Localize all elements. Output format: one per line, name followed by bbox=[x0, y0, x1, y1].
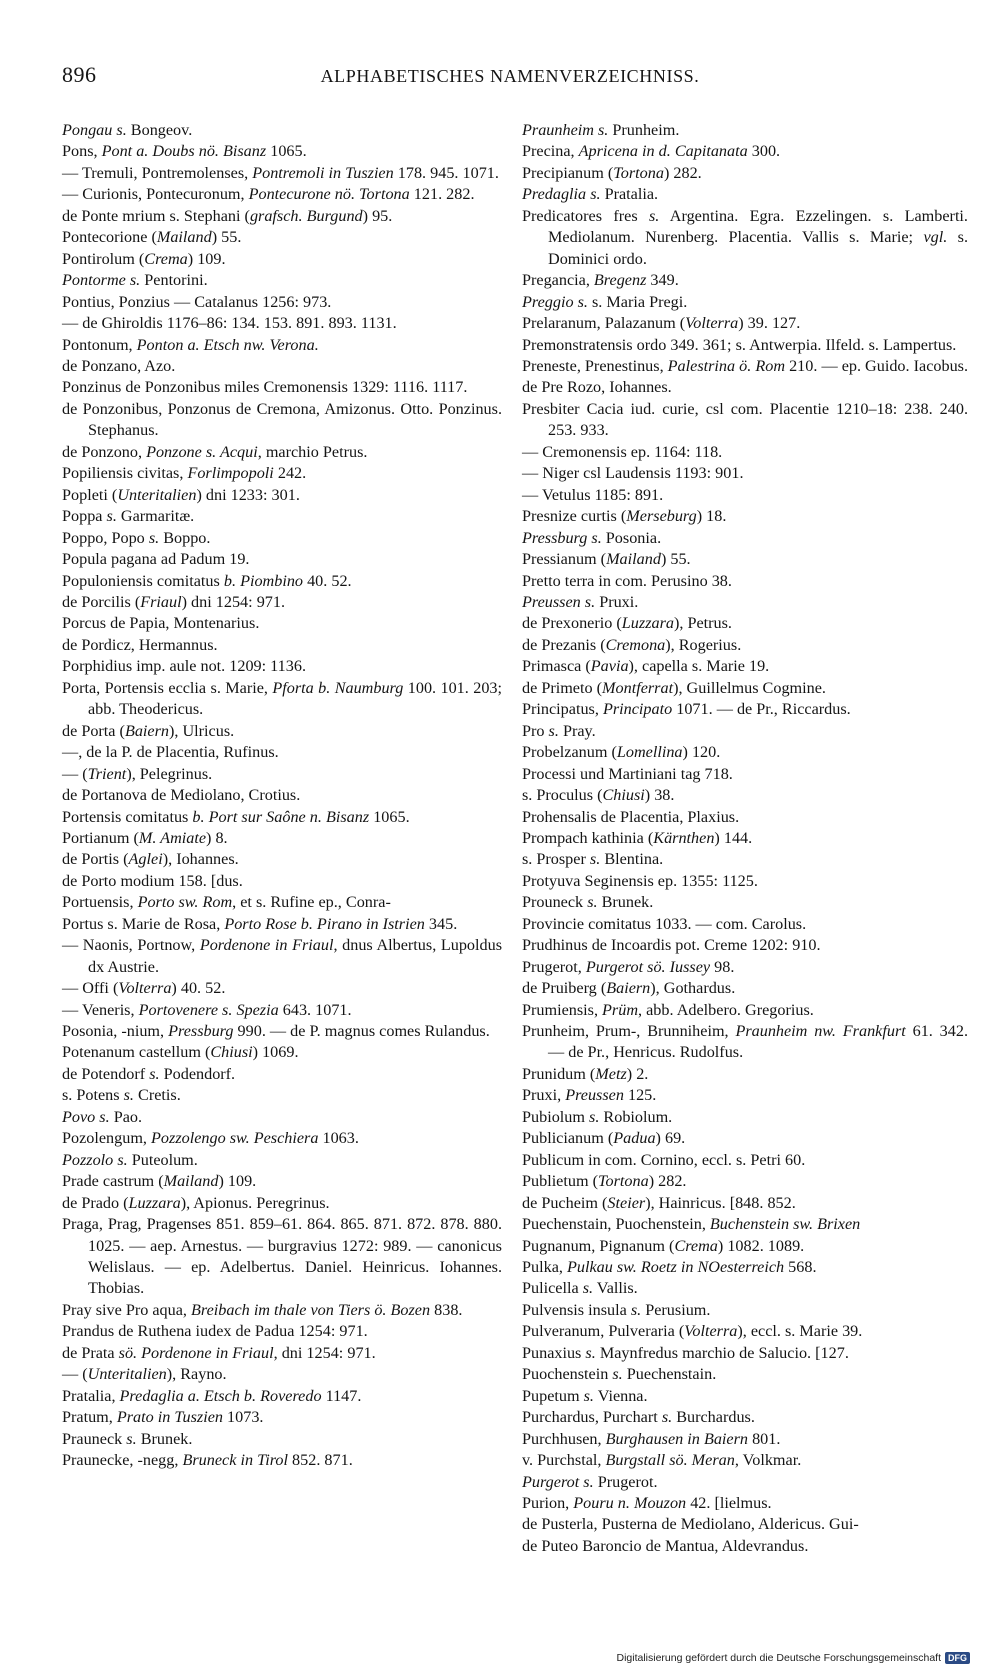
index-entry: Prohensalis de Placentia, Plaxius. bbox=[522, 807, 740, 826]
index-entry: Popleti (Unteritalien) dni 1233: 301. bbox=[62, 485, 300, 504]
index-entry: Publicum in com. Cornino, eccl. s. Petri 60. bbox=[522, 1150, 806, 1169]
index-entry: Povo s. Pao. bbox=[62, 1107, 143, 1126]
index-entry: — Tremuli, Pontremolenses, Pontremoli in Tuszien 178. 945. 1071. bbox=[62, 163, 499, 182]
index-entry: de Pordicz, Hermannus. bbox=[62, 635, 218, 654]
index-entry: Prade castrum (Mailand) 109. bbox=[62, 1172, 257, 1191]
index-entry: Popula pagana ad Padum 19. bbox=[62, 550, 250, 569]
index-entry: Poppa s. Garmaritæ. bbox=[62, 507, 195, 526]
index-entry: Purion, Pouru n. Mouzon 42. [lielmus. bbox=[522, 1494, 772, 1512]
index-entry: — (Trient), Pelegrinus. bbox=[62, 764, 213, 783]
index-entry: Pubiolum s. Robiolum. bbox=[522, 1107, 673, 1126]
footer-credit bbox=[616, 1650, 970, 1666]
index-entry: Pozzolo s. Puteolum. bbox=[62, 1150, 198, 1169]
index-entry: de Puteo Baroncio de Mantua, Aldevrandus. bbox=[522, 1536, 809, 1555]
index-entry: Prunidum (Metz) 2. bbox=[522, 1064, 649, 1083]
index-entry: — Naonis, Portnow, Pordenone in Friaul, dnus Albertus, Lupoldus dx Austrie. bbox=[62, 936, 503, 976]
index-entry: Premonstratensis ordo 349. 361; s. Antwerpia. Ilfeld. s. Lampertus. bbox=[522, 335, 957, 354]
index-entry: Prompach kathinia (Kärnthen) 144. bbox=[522, 828, 753, 847]
index-entry: Purgerot s. Prugerot. bbox=[522, 1472, 658, 1491]
index-entry: Primasca (Pavia), capella s. Marie 19. bbox=[522, 657, 770, 676]
index-entry: Portensis comitatus b. Port sur Saône n. Bisanz 1065. bbox=[62, 807, 410, 826]
index-entry: —, de la P. de Placentia, Rufinus. bbox=[62, 743, 279, 762]
index-entry: s. Potens s. Cretis. bbox=[62, 1086, 181, 1105]
index-entry: s. Proculus (Chiusi) 38. bbox=[522, 786, 675, 805]
index-entry: — Veneris, Portovenere s. Spezia 643. 1071. bbox=[62, 1000, 352, 1019]
index-entry: Punaxius s. Maynfredus marchio de Salucio. [127. bbox=[522, 1343, 849, 1362]
index-entry: — Offi (Volterra) 40. 52. bbox=[62, 979, 226, 998]
index-entry: Pugnanum, Pignanum (Crema) 1082. 1089. bbox=[522, 1236, 805, 1255]
index-entry: Portus s. Marie de Rosa, Porto Rose b. Pirano in Istrien 345. bbox=[62, 914, 458, 933]
index-entry: Publicianum (Padua) 69. bbox=[522, 1129, 686, 1148]
index-entry: Pontius, Ponzius — Catalanus 1256: 973. bbox=[62, 292, 332, 311]
index-entry: de Ponzono, Ponzone s. Acqui, marchio Petrus. bbox=[62, 442, 368, 461]
index-entry: Prunheim, Prum-, Brunniheim, Praunheim nw. Frankfurt 61. 342. — de Pr., Henricus. Rudolfus. bbox=[522, 1022, 969, 1062]
index-entry: — de Ghiroldis 1176–86: 134. 153. 891. 893. 1131. bbox=[62, 314, 397, 333]
index-entry: Presnize curtis (Merseburg) 18. bbox=[522, 507, 727, 526]
index-entry: Pontecorione (Mailand) 55. bbox=[62, 228, 242, 247]
index-entry: Purchhusen, Burghausen in Baiern 801. bbox=[522, 1429, 781, 1448]
index-entry: de Porto modium 158. [dus. bbox=[62, 871, 243, 890]
index-entry: de Pruiberg (Baiern), Gothardus. bbox=[522, 979, 736, 998]
dfg-logo: DFG bbox=[945, 1652, 970, 1664]
index-entry: v. Purchstal, Burgstall sö. Meran, Volkmar. bbox=[522, 1451, 802, 1470]
index-entry: Pulvensis insula s. Perusium. bbox=[522, 1300, 711, 1319]
index-entry: Publietum (Tortona) 282. bbox=[522, 1172, 687, 1191]
index-entry: de Ponte mrium s. Stephani (grafsch. Burgund) 95. bbox=[62, 206, 393, 225]
index-entry: Pressburg s. Posonia. bbox=[522, 528, 662, 547]
index-entry: Pontorme s. Pentorini. bbox=[62, 271, 208, 290]
index-entry: Praunecke, -negg, Bruneck in Tirol 852. 871. bbox=[62, 1451, 353, 1470]
index-entry: Porcus de Papia, Montenarius. bbox=[62, 614, 260, 633]
right-column bbox=[522, 120, 968, 1557]
index-entry: Pulveranum, Pulveraria (Volterra), eccl. s. Marie 39. bbox=[522, 1322, 863, 1341]
index-entry: Pulka, Pulkau sw. Roetz in NOesterreich 568. bbox=[522, 1258, 817, 1277]
index-entry: Presbiter Cacia iud. curie, csl com. Placentie 1210–18: 238. 240. 253. 933. bbox=[522, 399, 968, 440]
index-entry: Posonia, -nium, Pressburg 990. — de P. magnus comes Rulandus. bbox=[62, 1022, 490, 1041]
index-entry: Processi und Martiniani tag 718. bbox=[522, 764, 733, 783]
index-entry: Porta, Portensis ecclia s. Marie, Pforta b. Naumburg 100. 101. 203; abb. Theodericus. bbox=[62, 678, 503, 719]
index-entry: Precipianum (Tortona) 282. bbox=[522, 163, 702, 182]
index-entry: Pressianum (Mailand) 55. bbox=[522, 550, 691, 569]
index-entry: Principatus, Principato 1071. — de Pr., Riccardus. bbox=[522, 700, 851, 719]
index-entry: Popiliensis civitas, Forlimpopoli 242. bbox=[62, 464, 307, 483]
index-entry: de Ponzonibus, Ponzonus de Cremona, Amizonus. Otto. Ponzinus. Stephanus. bbox=[62, 399, 502, 440]
index-entry: Portuensis, Porto sw. Rom, et s. Rufine ep., Conra- bbox=[62, 893, 391, 912]
index-entry: s. Prosper s. Blentina. bbox=[522, 850, 664, 869]
index-entry: de Prado (Luzzara), Apionus. Peregrinus. bbox=[62, 1193, 330, 1212]
index-entry: Puechenstain, Puochenstein, Buchenstein sw. Brixen bbox=[522, 1215, 861, 1234]
index-entry: Pons, Pont a. Doubs nö. Bisanz 1065. bbox=[62, 142, 307, 161]
page-number: 896 bbox=[62, 62, 97, 87]
index-entry: de Pucheim (Steier), Hainricus. [848. 852. bbox=[522, 1193, 796, 1212]
index-entry: de Portanova de Mediolano, Crotius. bbox=[62, 786, 301, 805]
index-entry: Puochenstein s. Puechenstain. bbox=[522, 1365, 717, 1384]
index-entry: — Vetulus 1185: 891. bbox=[522, 485, 664, 504]
index-entry: Pruxi, Preussen 125. bbox=[522, 1086, 657, 1105]
index-entry: Ponzinus de Ponzonibus miles Cremonensis 1329: 1116. 1117. bbox=[62, 378, 468, 397]
index-entry: de Ponzano, Azo. bbox=[62, 356, 176, 375]
index-entry: Poppo, Popo s. Boppo. bbox=[62, 528, 211, 547]
index-entry: de Portis (Aglei), Iohannes. bbox=[62, 850, 239, 869]
index-entry: de Porta (Baiern), Ulricus. bbox=[62, 721, 235, 740]
index-entry: Praunheim s. Prunheim. bbox=[522, 121, 680, 139]
index-entry: Pontonum, Ponton a. Etsch nw. Verona. bbox=[62, 335, 319, 354]
index-entry: Purchardus, Purchart s. Burchardus. bbox=[522, 1408, 755, 1427]
index-entry: — Niger csl Laudensis 1193: 901. bbox=[522, 464, 744, 483]
index-entry: Prouneck s. Brunek. bbox=[522, 893, 654, 912]
index-entry: Preggio s. s. Maria Pregi. bbox=[522, 292, 688, 311]
index-entry: de Pre Rozo, Iohannes. bbox=[522, 378, 672, 397]
index-entry: — Cremonensis ep. 1164: 118. bbox=[522, 442, 723, 461]
index-entry: Prugerot, Purgerot sö. Iussey 98. bbox=[522, 957, 735, 976]
index-entry: Pretto terra in com. Perusino 38. bbox=[522, 571, 732, 590]
index-entry: de Primeto (Montferrat), Guillelmus Cogmine. bbox=[522, 678, 826, 697]
index-entry: Predicatores fres s. Argentina. Egra. Ezzelingen. s. Lamberti. Mediolanum. Nurenberg. Placentia. Vallis s. Marie; vgl. s. Dominici ordo. bbox=[522, 206, 968, 268]
index-entry: de Prezanis (Cremona), Rogerius. bbox=[522, 635, 742, 654]
index-entry: Pongau s. Bongeov. bbox=[62, 121, 193, 139]
index-entry: — (Unteritalien), Rayno. bbox=[62, 1365, 227, 1384]
index-entry: Porphidius imp. aule not. 1209: 1136. bbox=[62, 657, 307, 676]
index-entry: Predaglia s. Pratalia. bbox=[522, 185, 659, 204]
index-entry: de Porcilis (Friaul) dni 1254: 971. bbox=[62, 592, 286, 611]
index-entry: Protyuva Seginensis ep. 1355: 1125. bbox=[522, 871, 758, 890]
index-entry: Pulicella s. Vallis. bbox=[522, 1279, 638, 1298]
index-entry: Pontirolum (Crema) 109. bbox=[62, 249, 226, 268]
index-entry: Prandus de Ruthena iudex de Padua 1254: 971. bbox=[62, 1322, 368, 1341]
index-entry: Preneste, Prenestinus, Palestrina ö. Rom 210. — ep. Guido. Iacobus. bbox=[522, 356, 969, 375]
index-entry: Probelzanum (Lomellina) 120. bbox=[522, 743, 721, 762]
index-entry: Populoniensis comitatus b. Piombino 40. 52. bbox=[62, 571, 352, 590]
index-entry: Pratalia, Predaglia a. Etsch b. Roveredo 1147. bbox=[62, 1386, 362, 1405]
index-entry: Pozolengum, Pozzolengo sw. Peschiera 1063. bbox=[62, 1129, 359, 1148]
index-entry: Portianum (M. Amiate) 8. bbox=[62, 828, 228, 847]
index-entry: Prelaranum, Palazanum (Volterra) 39. 127. bbox=[522, 314, 801, 333]
index-entry: Preussen s. Pruxi. bbox=[522, 592, 639, 611]
index-entry: Potenanum castellum (Chiusi) 1069. bbox=[62, 1043, 299, 1062]
index-entry: de Potendorf s. Podendorf. bbox=[62, 1064, 236, 1083]
index-entry: Pray sive Pro aqua, Breibach im thale von Tiers ö. Bozen 838. bbox=[62, 1300, 463, 1319]
index-entry: Pregancia, Bregenz 349. bbox=[522, 271, 679, 290]
index-entry: Provincie comitatus 1033. — com. Carolus. bbox=[522, 914, 807, 933]
index-entry: de Pusterla, Pusterna de Mediolano, Aldericus. Gui- bbox=[522, 1515, 859, 1534]
index-entry: Pro s. Pray. bbox=[522, 721, 596, 740]
index-entry: de Prexonerio (Luzzara), Petrus. bbox=[522, 614, 732, 633]
running-head: ALPHABETISCHES NAMENVERZEICHNISS. bbox=[320, 66, 700, 86]
index-entry: Pupetum s. Vienna. bbox=[522, 1386, 648, 1405]
index-entry: de Prata sö. Pordenone in Friaul, dni 1254: 971. bbox=[62, 1343, 376, 1362]
index-entry: Prumiensis, Prüm, abb. Adelbero. Gregorius. bbox=[522, 1000, 814, 1019]
left-column bbox=[62, 120, 502, 1472]
index-entry: Prudhinus de Incoardis pot. Creme 1202: 910. bbox=[522, 936, 821, 955]
index-entry: — Curionis, Pontecuronum, Pontecurone nö. Tortona 121. 282. bbox=[62, 185, 475, 204]
index-entry: Prauneck s. Brunek. bbox=[62, 1429, 193, 1448]
index-entry: Precina, Apricena in d. Capitanata 300. bbox=[522, 142, 781, 161]
index-entry: Praga, Prag, Pragenses 851. 859–61. 864. 865. 871. 872. 878. 880. 1025. — aep. Arnestus. — burgravius 1272: 989. — canonicus Welislaus. — ep. Adelbertus. Daniel. Heinricus. Iohannes. Thobias. bbox=[62, 1215, 502, 1298]
index-entry: Pratum, Prato in Tuszien 1073. bbox=[62, 1408, 264, 1427]
footer-credit-text: Digitalisierung gefördert durch die Deutsche Forschungsgemeinschaft bbox=[616, 1652, 941, 1664]
